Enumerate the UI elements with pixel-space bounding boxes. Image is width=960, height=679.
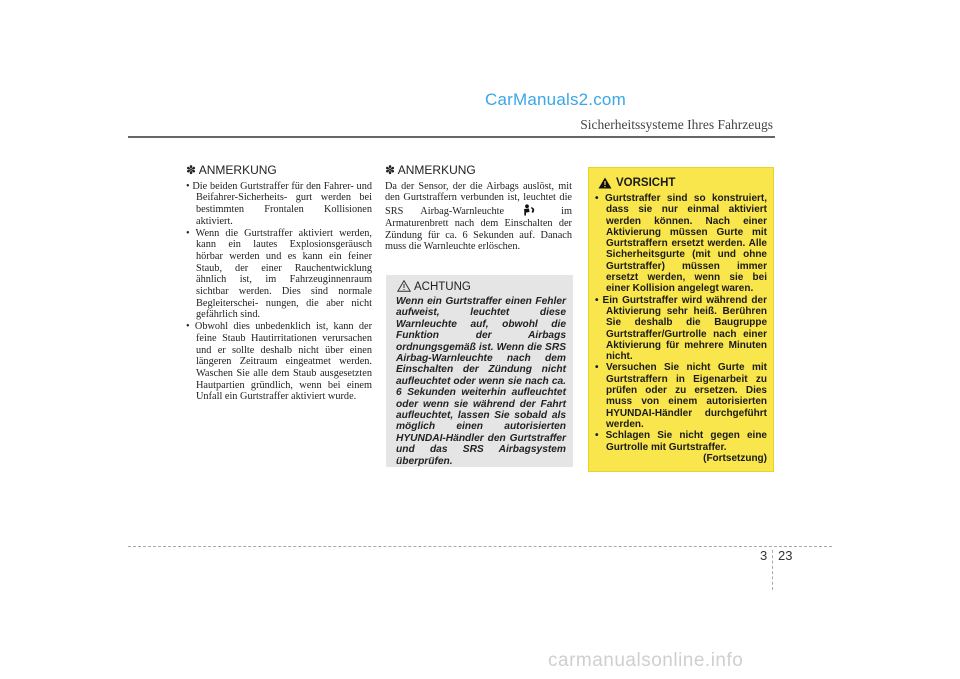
note-paragraph bbox=[385, 181, 572, 253]
warning-triangle-icon bbox=[397, 280, 411, 292]
warning-triangle-icon bbox=[598, 177, 612, 189]
achtung-body: Wenn ein Gurtstraffer einen Fehler aufweist, leuchtet diese Warnleuchte auf, obwohl die Funktion der Airbags ordnungsgemäß ist. Wenn die SRS Airbag-Warnleuchte nach dem Einschalten der Zündung nicht aufleuchtet oder wenn sie nach ca. 6 Sekunden weiterhin aufleuchtet oder wenn sie während der Fahrt aufleuchtet, lassen Sie sobald als möglich einen autorisierten HYUNDAI-Händler den Gurtstraffer und das SRS Airbagsystem überprüfen. bbox=[396, 296, 566, 467]
list-item: • Wenn die Gurtstraffer aktiviert werden, kann ein lautes Explosionsgeräusch hörbar werden und es kann ein feiner Staub, der einer Rauchentwicklung ähnlich ist, im Fahrzeuginnenraum sichtbar werden. Dies sind normale Begleiterschei- nungen, die aber nicht gefährlich sind. bbox=[186, 228, 372, 322]
watermark-top: CarManuals2.com bbox=[485, 90, 626, 109]
footer-divider bbox=[128, 546, 832, 547]
achtung-title: ACHTUNG bbox=[414, 281, 471, 293]
list-item: • Ein Gurtstraffer wird während der Aktivierung sehr heiß. Berühren Sie deshalb die Baugruppe Gurtstraffer/Gurtrolle nach einer Aktivierung für mehrere Minuten nicht. bbox=[595, 295, 767, 363]
note-heading: ✽ ANMERKUNG bbox=[385, 163, 476, 177]
note-column-2 bbox=[385, 165, 572, 253]
vorsicht-box bbox=[588, 167, 774, 472]
list-item: • Obwohl dies unbedenklich ist, kann der feine Staub Hautirritationen verursachen und er sollte deshalb nicht über einen längeren Zeitraum eingeatmet werden. Waschen Sie alle dem Staub ausgesetzten Hautpartien gründlich, wenn bei einem Unfall ein Gurtstraffer aktiviert wurde. bbox=[186, 321, 372, 403]
airbag-warning-icon bbox=[522, 204, 538, 216]
list-item: • Gurtstraffer sind so konstruiert, dass sie nur einmal aktiviert werden können. Nach einer Aktivierung müssen Gurte mit Gurtstraffern ersetzt werden. Alle Sicherheitsgurte (mit und ohne Gurtstraffer) müssen immer ersetzt werden, wenn sie bei einer Kollision angelegt waren. bbox=[595, 193, 767, 295]
continued-label: (Fortsetzung) bbox=[703, 452, 767, 464]
page-section: 3 bbox=[760, 548, 768, 563]
list-item: • Versuchen Sie nicht Gurte mit Gurtstraffern in Eigenarbeit zu prüfen oder zu ersetzen. Dies muss von einem autorisierten HYUNDAI-Händler durchgeführt werden. bbox=[595, 362, 767, 430]
vorsicht-title: VORSICHT bbox=[616, 177, 676, 189]
achtung-box bbox=[386, 275, 573, 467]
note-heading: ✽ ANMERKUNG bbox=[186, 163, 277, 177]
note-text: Da der Sensor, der die Airbags auslöst, mit den Gurtstraffern verbunden ist, leuchtet die SRS Airbag-Warnleuchte bbox=[385, 180, 572, 218]
note-text: im Armaturenbrett nach dem Einschalten der Zündung für ca. 6 Sekunden auf. Danach muss die Warnleuchte erlöschen. bbox=[385, 206, 573, 253]
list-item: • Die beiden Gurtstraffer für den Fahrer- und Beifahrer-Sicherheits- gurt werden bei bestimmten Frontalen Kollisionen aktiviert. bbox=[186, 181, 372, 228]
note-column-1 bbox=[186, 165, 372, 403]
watermark-bottom: carmanualsonline.info bbox=[548, 650, 744, 671]
page-number-separator bbox=[772, 550, 773, 590]
note-list bbox=[186, 181, 372, 403]
list-item: • Schlagen Sie nicht gegen eine Gurtrolle mit Gurtstraffer. bbox=[595, 430, 767, 453]
page-header-title: Sicherheitssysteme Ihres Fahrzeugs bbox=[580, 117, 773, 132]
page-number-value: 23 bbox=[778, 548, 793, 563]
header-divider bbox=[128, 136, 775, 138]
vorsicht-list bbox=[595, 193, 767, 464]
